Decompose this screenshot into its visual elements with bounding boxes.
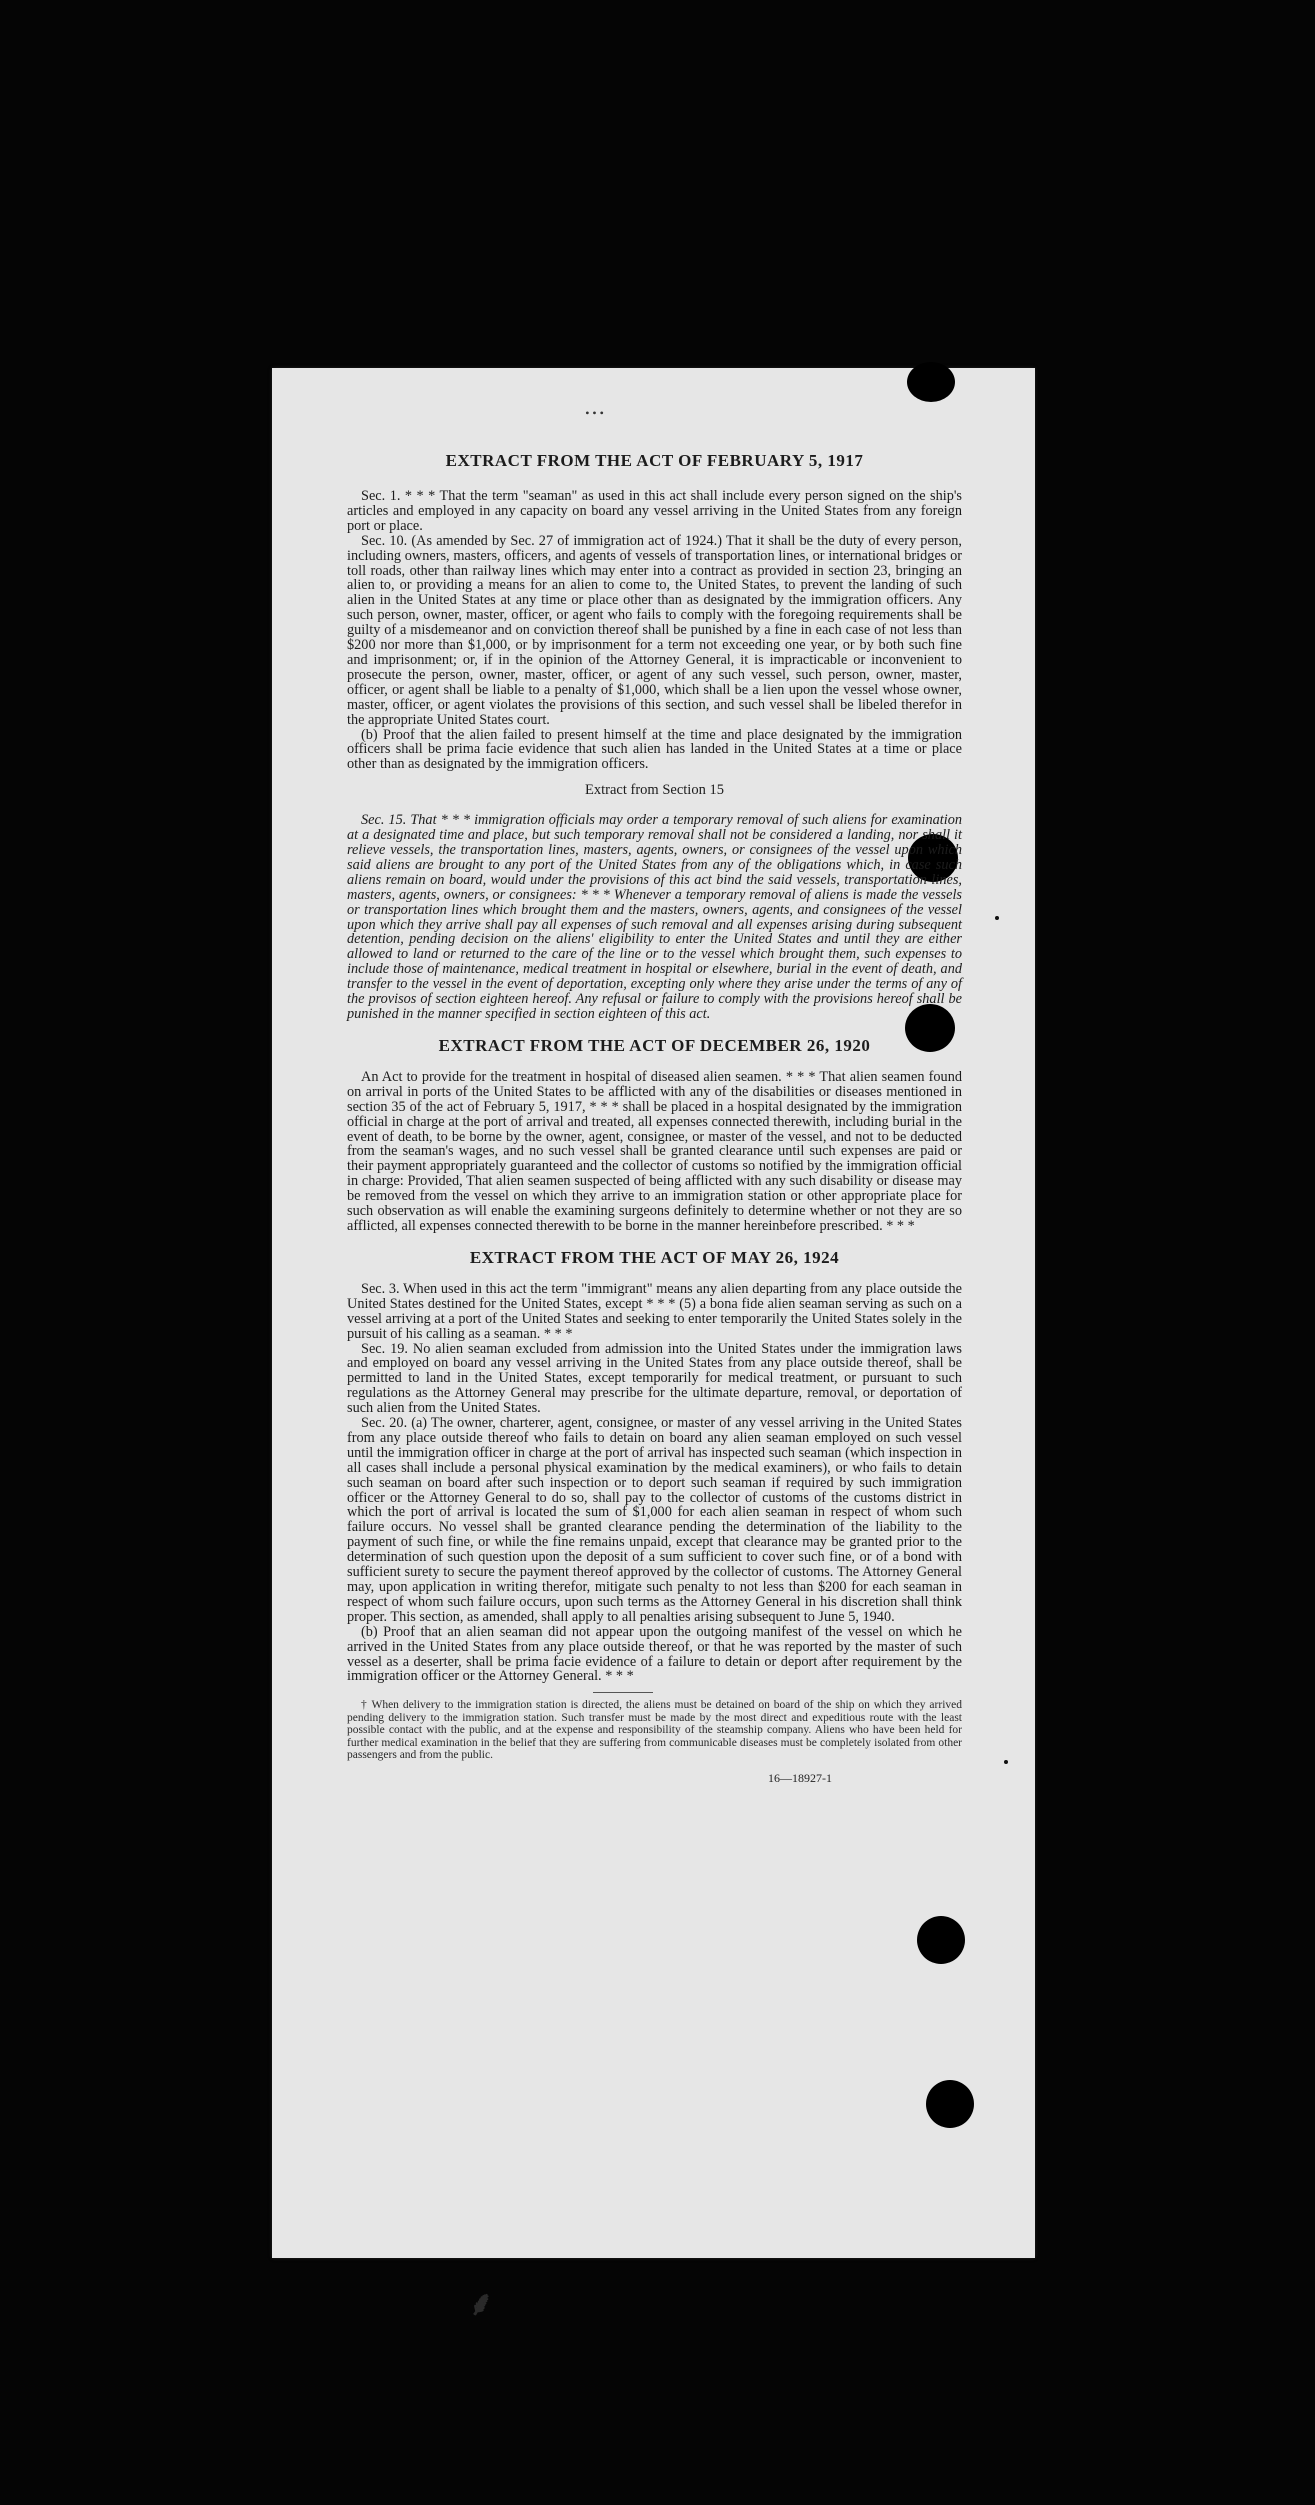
- handwritten-mark: ⸙: [468, 2286, 494, 2323]
- title-act-1924: EXTRACT FROM THE ACT OF MAY 26, 1924: [469, 1247, 840, 1267]
- subheading-section-15: Extract from Section 15: [585, 782, 724, 799]
- speck: [995, 916, 999, 920]
- speck: [1004, 1760, 1008, 1764]
- title-act-1920: EXTRACT FROM THE ACT OF DECEMBER 26, 1920: [438, 1035, 871, 1055]
- paragraph-sec-1: Sec. 1. * * * That the term "seaman" as used in this act shall include every person signed on the ship's articles and employed in any capacity on board any vessel arriving in the United States from any foreign port or place.: [347, 488, 962, 534]
- punch-hole-3: [917, 1916, 965, 1964]
- paragraph-sec-3: Sec. 3. When used in this act the term "immigrant" means any alien departing from any place outside the United States destined for the United States, except * * * (5) a bona fide alien seaman serving as such on a vessel arriving at a port of the United States and seeking to enter temporarily the United States solely in the pursuit of his calling as a seaman. * * *: [347, 1280, 962, 1342]
- paragraph-act-1920: An Act to provide for the treatment in hospital of diseased alien seamen. * * * That alien seamen found on arrival in ports of the United States to be afflicted with any of the disabilities or diseases mentioned in section 35 of the act of February 5, 1917, * * * shall be placed in a hospital designated by the immigration official in charge at the port of arrival and treated, all expenses connected therewith, including burial in the event of death, to be borne by the owner, agent, consignee, or master of the vessel, and not to be deducted from the seaman's wages, and no such vessel shall be granted clearance until such expenses are paid or their payment appropriately guaranteed and the collector of customs so notified by the immigration official in charge: Provided, That alien seamen suspected of being afflicted with any such disability or disease may be removed from the vessel on which they arrive to an immigration station or other appropriate place for such observation as will enable the examining surgeons definitely to determine whether or not they are so afflicted, all expenses connected therewith to be borne in the manner hereinbefore prescribed. * * *: [347, 1068, 962, 1234]
- paragraph-sec-10b: (b) Proof that the alien failed to present himself at the time and place designated by the immigration officers shall be prima facie evidence that such alien has landed in the United States at a time or place other than as designated by the immigration officers.: [347, 726, 962, 773]
- title-act-1917: EXTRACT FROM THE ACT OF FEBRUARY 5, 1917: [445, 451, 864, 470]
- footnote-rule: [593, 1692, 653, 1693]
- paragraph-sec-19: Sec. 19. No alien seaman excluded from admission into the United States under the immigration laws and employed on board any vessel arriving in the United States from any place outside thereof, shall be permitted to land in the United States, except temporarily for medical treatment, or pursuant to such regulations as the Attorney General may prescribe for the ultimate departure, removal, or deportation of such alien from the United States.: [347, 1340, 962, 1417]
- form-number: 16—18927-1: [768, 1771, 832, 1786]
- punch-hole-4: [926, 2080, 974, 2128]
- paragraph-sec-15: Sec. 15. That * * * immigration officials may order a temporary removal of such aliens for examination at a designated time and place, but such temporary removal shall not be considered a landing, nor shall it relieve vessels, the transportation lines, masters, agents, owners, or consignees of the vessel upon which said aliens are brought to any port of the United States from any of the obligations which, in case such aliens remain on board, would under the provisions of this act bind the said vessels, transportation lines, masters, agents, owners, or consignees: * * * Whenever a temporary removal of aliens is made the vessels or transportation lines which brought them and the masters, owners, agents, and consignees of the vessel upon which they arrive shall pay all expenses of such removal and all expenses arising during subsequent detention, pending decision on the aliens' eligibility to enter the United States and until they are either allowed to land or returned to the care of the line or to the vessel which brought them, such expenses to include those of maintenance, medical treatment in hospital or elsewhere, burial in the event of death, and transfer to the vessel in the event of deportation, excepting only where they arise under the terms of any of the provisos of section eighteen hereof. Any refusal or failure to comply with the provisions hereof shall be punished in the manner specified in section eighteen of this act.: [347, 812, 962, 1022]
- document-page: [272, 368, 1035, 2258]
- footnote: † When delivery to the immigration station is directed, the aliens must be detained on board of the ship on which they arrived pending delivery to the immigration station. Such transfer must be made by the most direct and expeditious route with the least possible contact with the public, and at the expense and responsibility of the steamship company. Aliens who have been held for further medical examination in the belief that they are suffering from communicable diseases must be completely isolated from other passengers and from the public.: [347, 1699, 962, 1761]
- paragraph-sec-10: Sec. 10. (As amended by Sec. 27 of immigration act of 1924.) That it shall be the duty of every person, including owners, masters, officers, and agents of vessels of transportation lines, or international bridges or toll roads, other than railway lines which may enter into a contract as provided in section 23, bringing an alien to, or providing a means for an alien to come to, the United States, to prevent the landing of such alien in the United States at any time or place other than as designated by the immigration officers. Any such person, owner, master, officer, or agent who fails to comply with the foregoing requirements shall be guilty of a misdemeanor and on conviction thereof shall be punished by a fine in each case of not less than $200 nor more than $1,000, or by imprisonment for a term not exceeding one year, or by both such fine and imprisonment; or, if in the opinion of the Attorney General, it is impracticable or inconvenient to prosecute the person, owner, master, officer, or agent of any such vessel, such person, owner, master, officer, or agent shall be liable to a penalty of $1,000, which shall be a lien upon the vessel whose owner, master, officer, or agent violates the provisions of this section, and such vessel shall be libeled therefor in the appropriate United States court.: [347, 532, 962, 728]
- paragraph-sec-20b: (b) Proof that an alien seaman did not appear upon the outgoing manifest of the vessel on which he arrived in the United States from any place outside thereof, or that he was reported by the master of such vessel as a deserter, shall be prima facie evidence of a failure to detain or deport after requirement by the immigration officer or the Attorney General. * * *: [347, 1623, 962, 1685]
- paragraph-sec-20: Sec. 20. (a) The owner, charterer, agent, consignee, or master of any vessel arriving in the United States from any place outside thereof who fails to detain on board any alien seaman employed on such vessel until the immigration officer in charge at the port of arrival has inspected such seaman (which inspection in all cases shall include a personal physical examination by the medical examiners), or who fails to detain such seaman on board after such inspection or to deport such seaman if required by such immigration officer or the Attorney General to do so, shall pay to the collector of customs of the customs district in which the port of arrival is located the sum of $1,000 for each alien seaman in respect of whom such failure occurs. No vessel shall be granted clearance pending the determination of the liability to the payment of such fine, or while the fine remains unpaid, except that clearance may be granted prior to the determination of such question upon the deposit of a sum sufficient to cover such fine, or of a bond with sufficient surety to secure the payment thereof approved by the collector of customs. The Attorney General may, upon application in writing therefor, mitigate such penalty to not less than $200 for each seaman in respect of whom such failure occurs, upon such terms as the Attorney General in his discretion shall think proper. This section, as amended, shall apply to all penalties arising subsequent to June 5, 1940.: [347, 1415, 962, 1625]
- text-column: [347, 406, 962, 1786]
- header-mark: • • •: [585, 406, 604, 420]
- punch-hole-top: [907, 362, 955, 402]
